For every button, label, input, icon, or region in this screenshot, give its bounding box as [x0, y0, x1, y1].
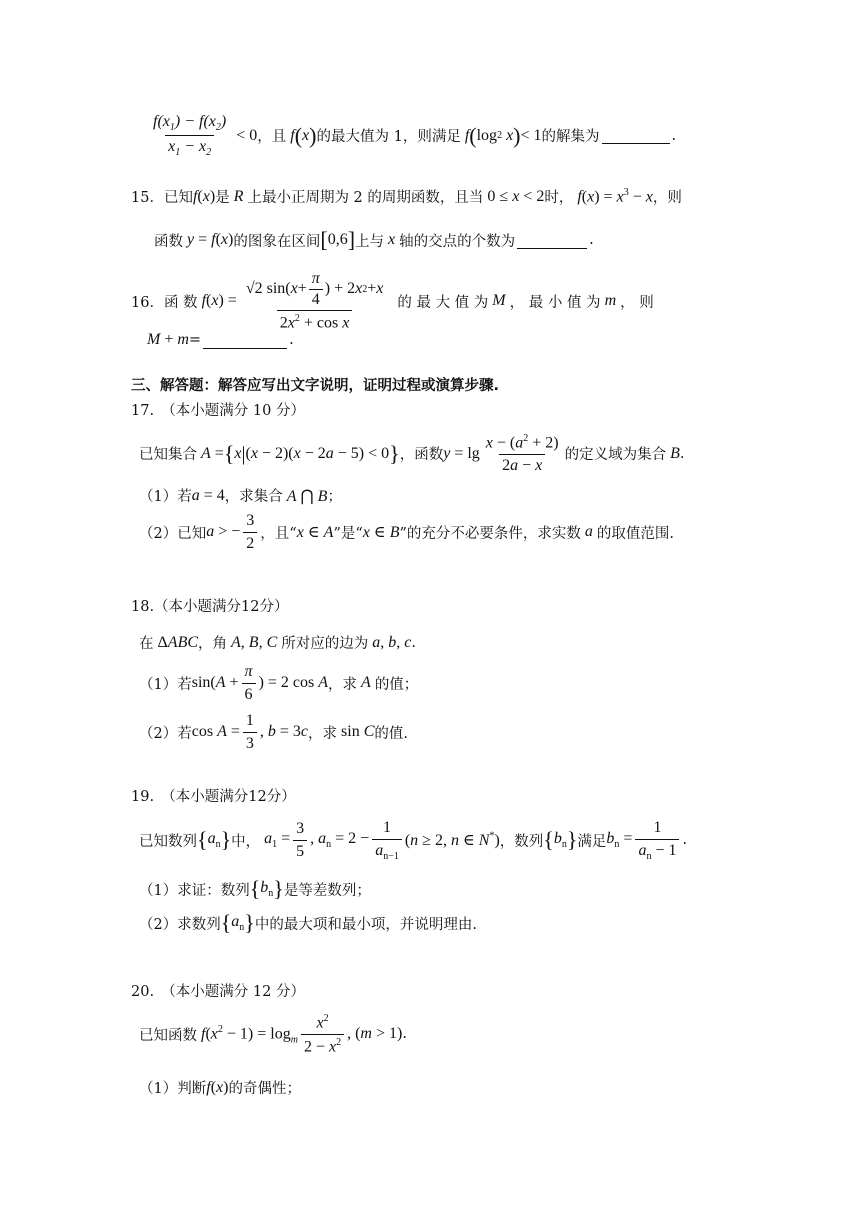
q17-fraction: $\frac{x - (a^2 + 2)}{2a - x}$: [485, 433, 559, 474]
q19-stem: 已知数列 { $a_n$ } 中， $a_1$ = $\frac{3}{5}$ , $a_n = 2$ − $\frac{1}{a_{n-1}}$ (n ≥ 2, n ∈ N*) ，数列 { $b_n$ } 满足 $b_n$ = $\frac{1}{a_n - 1}$ .: [139, 819, 688, 862]
q14-text-1: ，且: [257, 129, 287, 146]
q15-line-1: 15．已知 f ( x ) 是 R 上最小正周期为 2 的周期函数，且当 0 ≤ x < 2 时， f $(x) = x^3 - x$ ，则: [131, 186, 682, 206]
q19-fraction-3: $\frac{1}{a_n - 1}$: [635, 819, 679, 862]
q14-text-3: 的解集为: [541, 129, 600, 146]
q18-stem: 在 ΔABC ，角 A, B, C 所对应的边为 a, b, c .: [139, 633, 416, 652]
q15-number: 15．已知: [131, 190, 193, 206]
q15-answer-blank: [517, 232, 587, 249]
q14-answer-blank: [602, 127, 670, 144]
q17-stem: 已知集合 A = { x | (x − 2)(x − 2a − 5) < 0 } ，函数 y = lg $\frac{x - (a^2 + 2)}{2a - x}$ 的定义域为集合 B .: [139, 433, 685, 474]
q19-fraction-1: $\frac{3}{5}$: [293, 820, 307, 860]
q16-fraction: √2 sin( x + $\frac{\pi}{4}$ ) + 2 x 2 + x $2x^2 + \cos x$: [245, 270, 384, 332]
q18-part-2: （2）若 cos A = $\frac{1}{3}$ , b = 3c ，求 sin C 的值.: [139, 712, 408, 752]
q18-part-1: （1）若 sin(A + $\frac{\pi}{6}$ ) = 2 cos A ，求 A 的值；: [139, 663, 419, 703]
q19-fraction-2: $\frac{1}{a_{n-1}}$: [372, 819, 402, 862]
q20-part-1: （1）判断 f(x) 的奇偶性；: [139, 1078, 301, 1097]
q14-line: $\frac{f(x_1) - f(x_2)}{x_1 - x_2}$ < 0 ，且 f ( x ) 的最大值为 1，则满足 f ( log 2 x ) < 1 的解集为 .: [147, 113, 676, 158]
q14-fraction: $\frac{f(x_1) - f(x_2)}{x_1 - x_2}$: [153, 113, 227, 159]
q18-header: 18.（本小题满分12分）: [131, 599, 289, 615]
q20-header: 20. （本小题满分 12 分）: [131, 984, 305, 1000]
q20-fraction: $\frac{x^2}{2 - x^2}$: [301, 1013, 344, 1056]
q18-fraction-2: $\frac{1}{3}$: [243, 712, 257, 752]
q15-line-2: 函数 y = f(x) 的图象在区间 [ 0,6 ] 上与 x 轴的交点的个数为 .: [154, 227, 594, 252]
q18-fraction-1: $\frac{\pi}{6}$: [242, 663, 256, 703]
q19-header: 19. （本小题满分12分）: [131, 789, 296, 805]
q16-line-2: M + m = .: [147, 331, 294, 348]
q17-fraction-2: $\frac{3}{2}$: [243, 512, 257, 552]
q16-answer-blank: [203, 332, 287, 349]
section-heading: 三、解答题：解答应写出文字说明，证明过程或演算步骤.: [131, 378, 500, 394]
q17-header: 17. （本小题满分 10 分）: [131, 403, 305, 419]
q16-number: 16．函 数: [131, 294, 198, 311]
q14-text-2: 的最大值为 1，则满足: [316, 129, 461, 146]
q20-stem: 已知函数 $f(x^2 - 1) = \log_m$ $\frac{x^2}{2 - x^2}$ , (m > 1) .: [139, 1013, 407, 1056]
q17-part-2: （2）已知 a > − $\frac{3}{2}$ ，且“ x ∈ A ”是“ x ∈ B ”的充分不必要条件，求实数 a 的取值范围.: [139, 512, 675, 552]
q19-part-1: （1）求证：数列 { $b_n$ } 是等差数列；: [139, 876, 371, 901]
q19-part-2: （2）求数列 { $a_n$ } 中的最大项和最小项，并说明理由.: [139, 910, 477, 935]
q17-part-1: （1）若 a = 4 ，求集合 A ⋂ B ；: [139, 486, 342, 505]
q16-line-1: 16．函 数 f(x) = √2 sin( x + $\frac{\pi}{4}$ ) + 2 x 2 + x $2x^2 + \cos x$ 的 最 大 值 为 M ， 最 小 值 为 m ， 则: [131, 270, 654, 332]
